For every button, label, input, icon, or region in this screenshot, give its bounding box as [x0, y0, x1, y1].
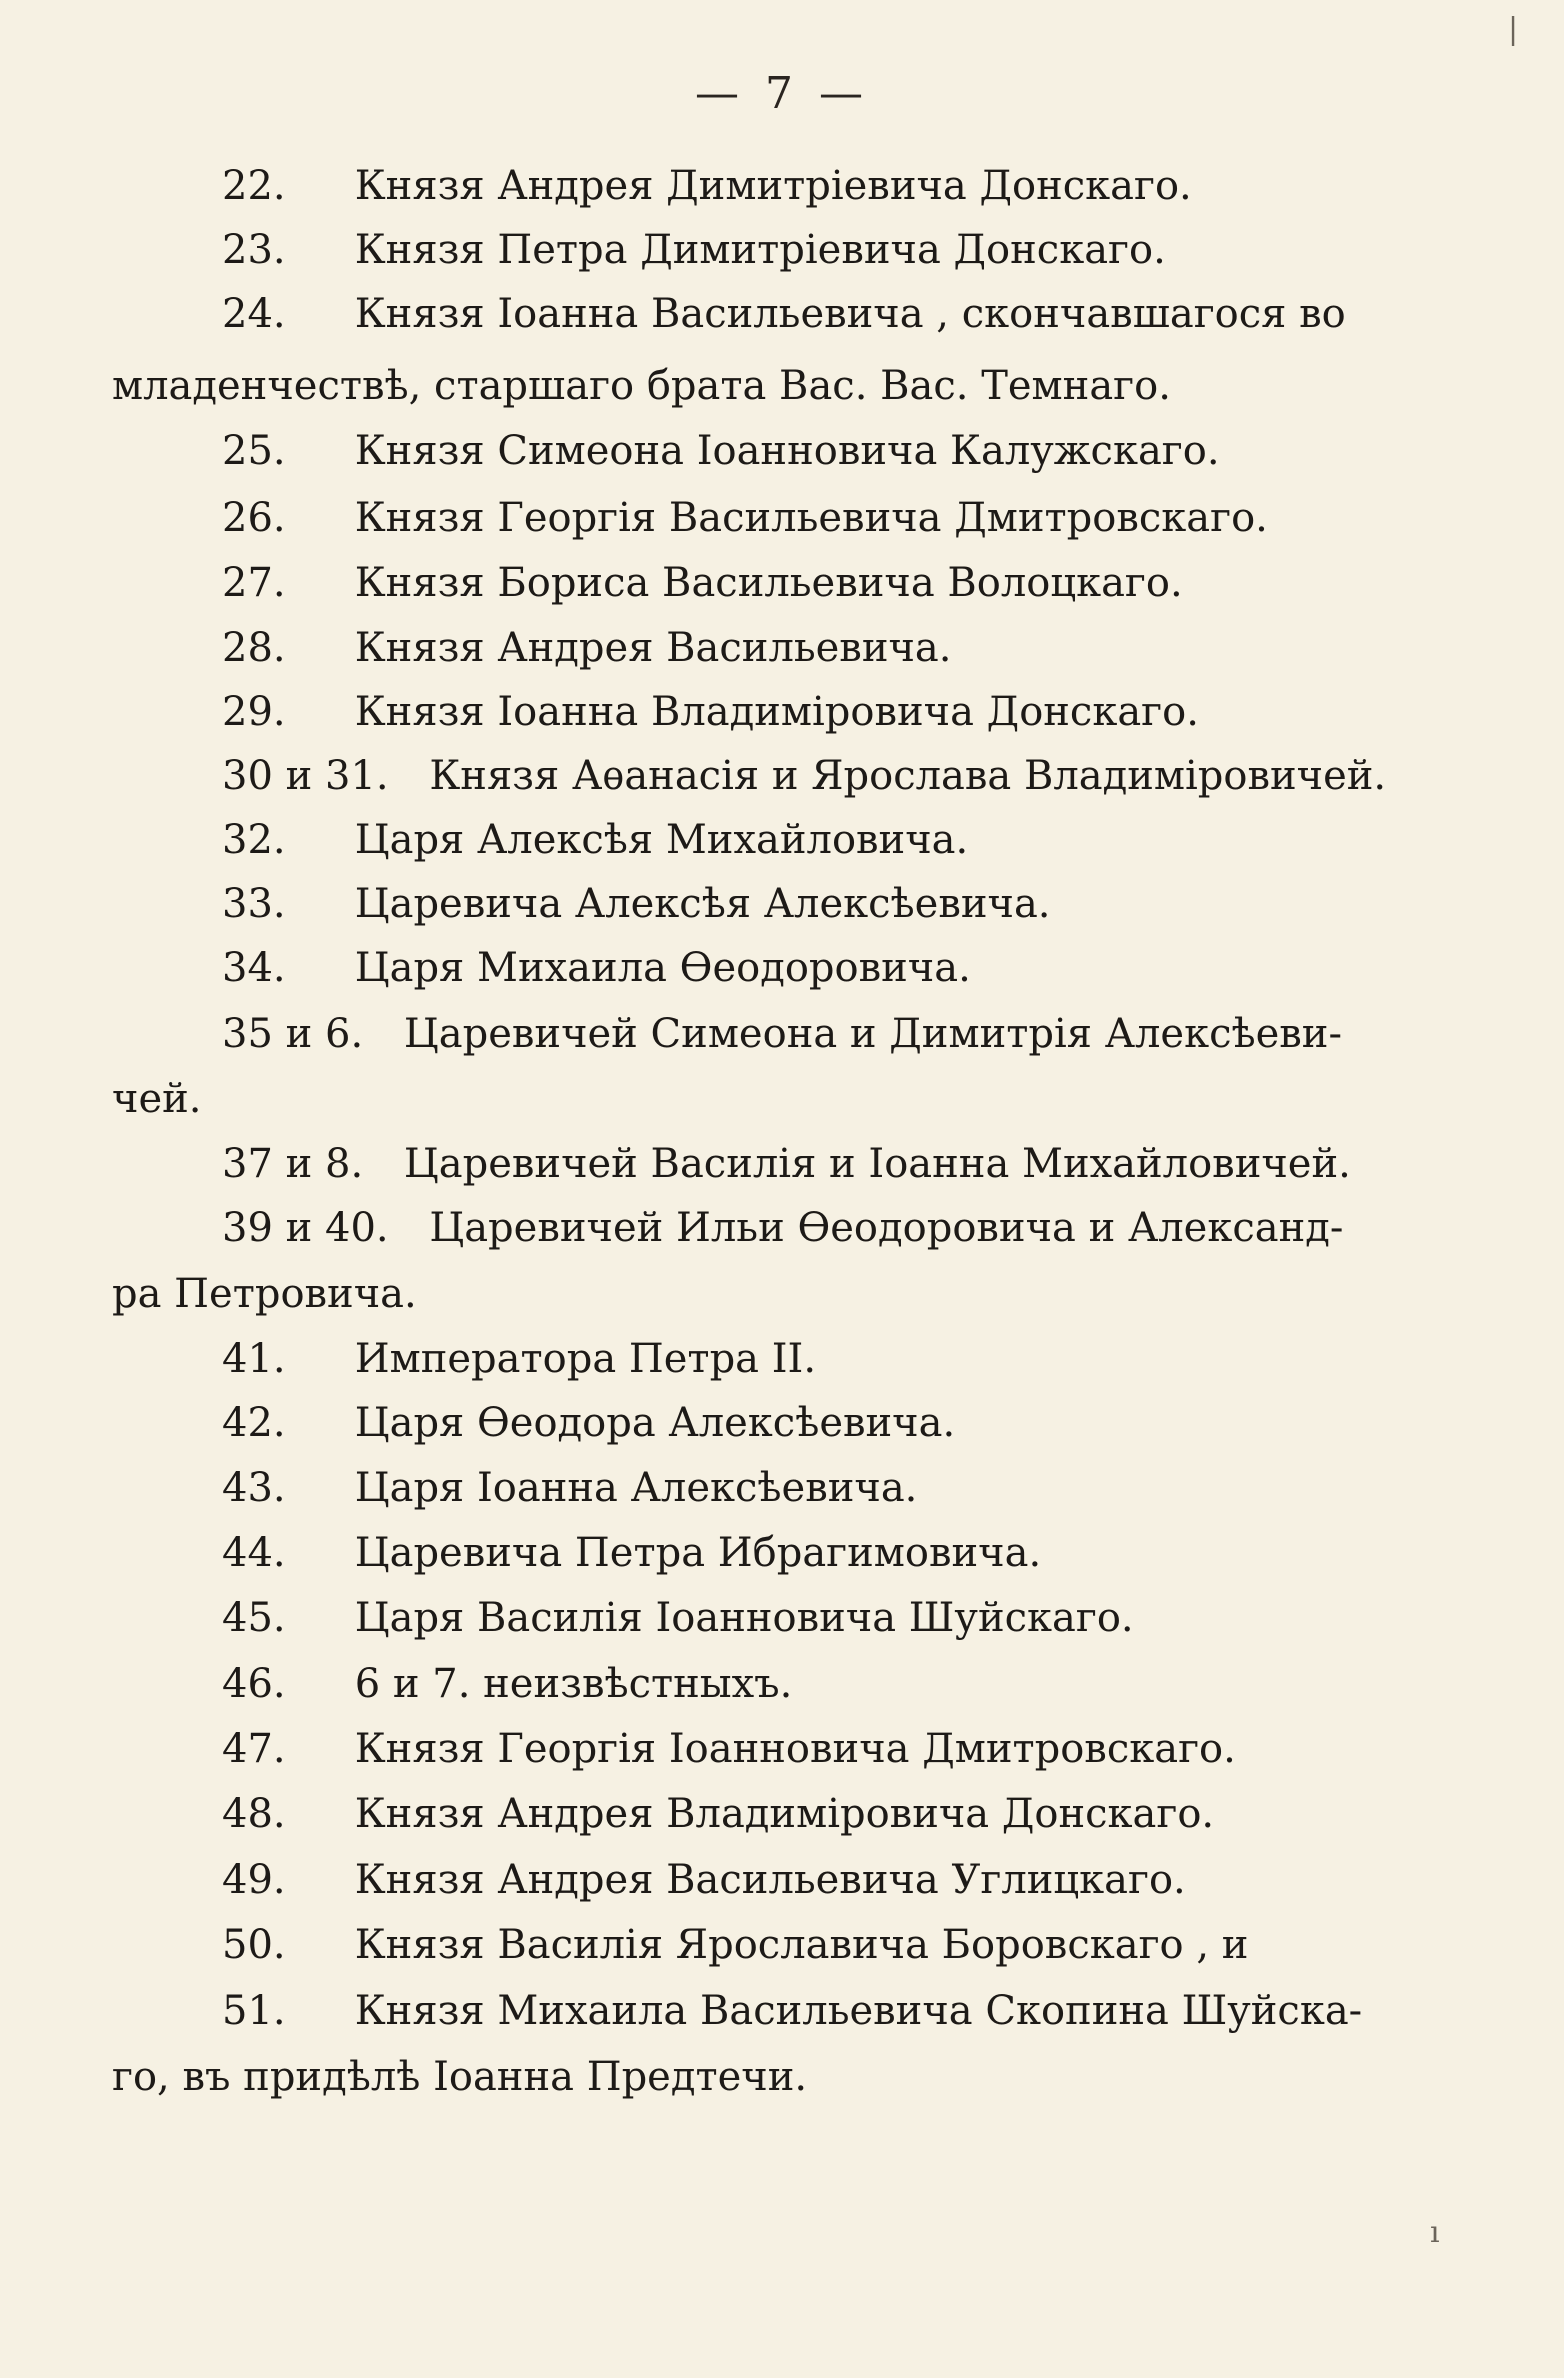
entry-number: 39 и 40. — [222, 1205, 389, 1251]
entry-text: Князя Бориса Васильевича Волоцкаго. — [354, 560, 1183, 606]
list-item — [222, 162, 1192, 210]
list-item — [222, 944, 971, 992]
entry-text: Князя Андрея Васильевича Углицкаго. — [354, 1857, 1186, 1903]
entry-number: 44. — [222, 1530, 286, 1576]
list-item — [222, 494, 1268, 542]
list-item — [222, 1725, 1236, 1773]
entry-text: Царевичей Василія и Іоанна Михайловичей. — [403, 1141, 1351, 1187]
entry-text: 6 и 7. неизвѣстныхъ. — [354, 1661, 793, 1707]
entry-number: 51. — [222, 1988, 286, 2034]
entry-text: Царя Іоанна Алексѣевича. — [354, 1465, 918, 1511]
list-item — [222, 1010, 1342, 1058]
entry-text: чей. — [112, 1076, 202, 1122]
list-item — [222, 1660, 792, 1708]
entry-text: Князя Василія Ярославича Боровскаго , и — [354, 1922, 1249, 1968]
entry-text: Князя Михаила Васильевича Скопина Шуйска- — [354, 1988, 1363, 2034]
entry-text: Царя Михаила Ѳеодоровича. — [354, 945, 971, 991]
entry-text: Князя Андрея Владиміровича Донскаго. — [354, 1791, 1215, 1837]
list-item — [222, 1529, 1041, 1577]
entry-number: 25. — [222, 428, 286, 474]
entry-text: Царевичей Ильи Ѳеодоровича и Александ- — [429, 1205, 1344, 1251]
entry-number: 35 и 6. — [222, 1011, 364, 1057]
list-item — [222, 290, 1346, 338]
list-item — [222, 688, 1199, 736]
entry-text: Князя Іоанна Васильевича , скончавшагося во — [354, 291, 1346, 337]
entry-text: Царя Алексѣя Михайловича. — [354, 817, 969, 863]
entry-text: Князя Петра Димитріевича Донскаго. — [354, 227, 1166, 273]
entry-number: 24. — [222, 291, 286, 337]
list-item — [222, 1399, 955, 1447]
entry-text: Царя Ѳеодора Алексѣевича. — [354, 1400, 956, 1446]
entry-text: Князя Андрея Васильевича. — [354, 625, 952, 671]
list-item — [222, 880, 1051, 928]
list-item — [222, 752, 1386, 800]
entry-number: 26. — [222, 495, 286, 541]
list-item — [222, 1204, 1343, 1252]
entry-number: 45. — [222, 1595, 286, 1641]
list-item-continuation — [112, 2053, 807, 2101]
entry-text: Князя Георгія Іоанновича Дмитровскаго. — [354, 1726, 1236, 1772]
entry-number: 28. — [222, 625, 286, 671]
list-item — [222, 1790, 1214, 1838]
entry-number: 34. — [222, 945, 286, 991]
list-item — [222, 816, 968, 864]
list-item-continuation — [112, 362, 1171, 410]
entry-text: Князя Симеона Іоанновича Калужскаго. — [354, 428, 1220, 474]
entry-text: Царевича Алексѣя Алексѣевича. — [354, 881, 1051, 927]
entry-number: 37 и 8. — [222, 1141, 364, 1187]
entry-text: Царя Василія Іоанновича Шуйскаго. — [354, 1595, 1134, 1641]
entry-text: Князя Георгія Васильевича Дмитровскаго. — [354, 495, 1268, 541]
list-item — [222, 1594, 1134, 1642]
entry-text: ра Петровича. — [112, 1271, 417, 1317]
entry-number: 23. — [222, 227, 286, 273]
list-item — [222, 624, 952, 672]
entry-text: го, въ придѣлѣ Іоанна Предтечи. — [112, 2054, 808, 2100]
entry-text: Князя Андрея Димитріевича Донскаго. — [354, 163, 1192, 209]
entry-number: 41. — [222, 1336, 286, 1382]
entry-number: 42. — [222, 1400, 286, 1446]
list-item — [222, 1140, 1351, 1188]
list-item-continuation — [112, 1075, 202, 1123]
scan-mark: ı — [1430, 2215, 1440, 2250]
list-item — [222, 226, 1166, 274]
list-item — [222, 1921, 1248, 1969]
entry-number: 29. — [222, 689, 286, 735]
entry-text: Царевичей Симеона и Димитрія Алексѣеви- — [403, 1011, 1342, 1057]
entry-number: 33. — [222, 881, 286, 927]
list-item — [222, 1856, 1186, 1904]
list-item — [222, 1464, 917, 1512]
list-item-continuation — [112, 1270, 417, 1318]
entry-text: Царевича Петра Ибрагимовича. — [354, 1530, 1042, 1576]
entry-number: 32. — [222, 817, 286, 863]
list-item — [222, 559, 1183, 607]
entry-number: 50. — [222, 1922, 286, 1968]
entry-number: 46. — [222, 1661, 286, 1707]
page-number: — 7 — — [695, 68, 869, 119]
entry-number: 43. — [222, 1465, 286, 1511]
entry-number: 47. — [222, 1726, 286, 1772]
list-item — [222, 1335, 816, 1383]
entry-text: Князя Іоанна Владиміровича Донскаго. — [354, 689, 1199, 735]
entry-number: 48. — [222, 1791, 286, 1837]
list-item — [222, 1987, 1362, 2035]
entry-number: 22. — [222, 163, 286, 209]
entry-text: младенчествѣ, старшаго брата Вас. Вас. Темнаго. — [112, 363, 1171, 409]
entry-number: 30 и 31. — [222, 753, 389, 799]
entry-text: Императора Петра II. — [354, 1336, 817, 1382]
list-item — [222, 427, 1220, 475]
entry-number: 49. — [222, 1857, 286, 1903]
entry-text: Князя Аѳанасія и Ярослава Владиміровичей. — [429, 753, 1387, 799]
entry-number: 27. — [222, 560, 286, 606]
scan-mark: | — [1508, 12, 1519, 47]
